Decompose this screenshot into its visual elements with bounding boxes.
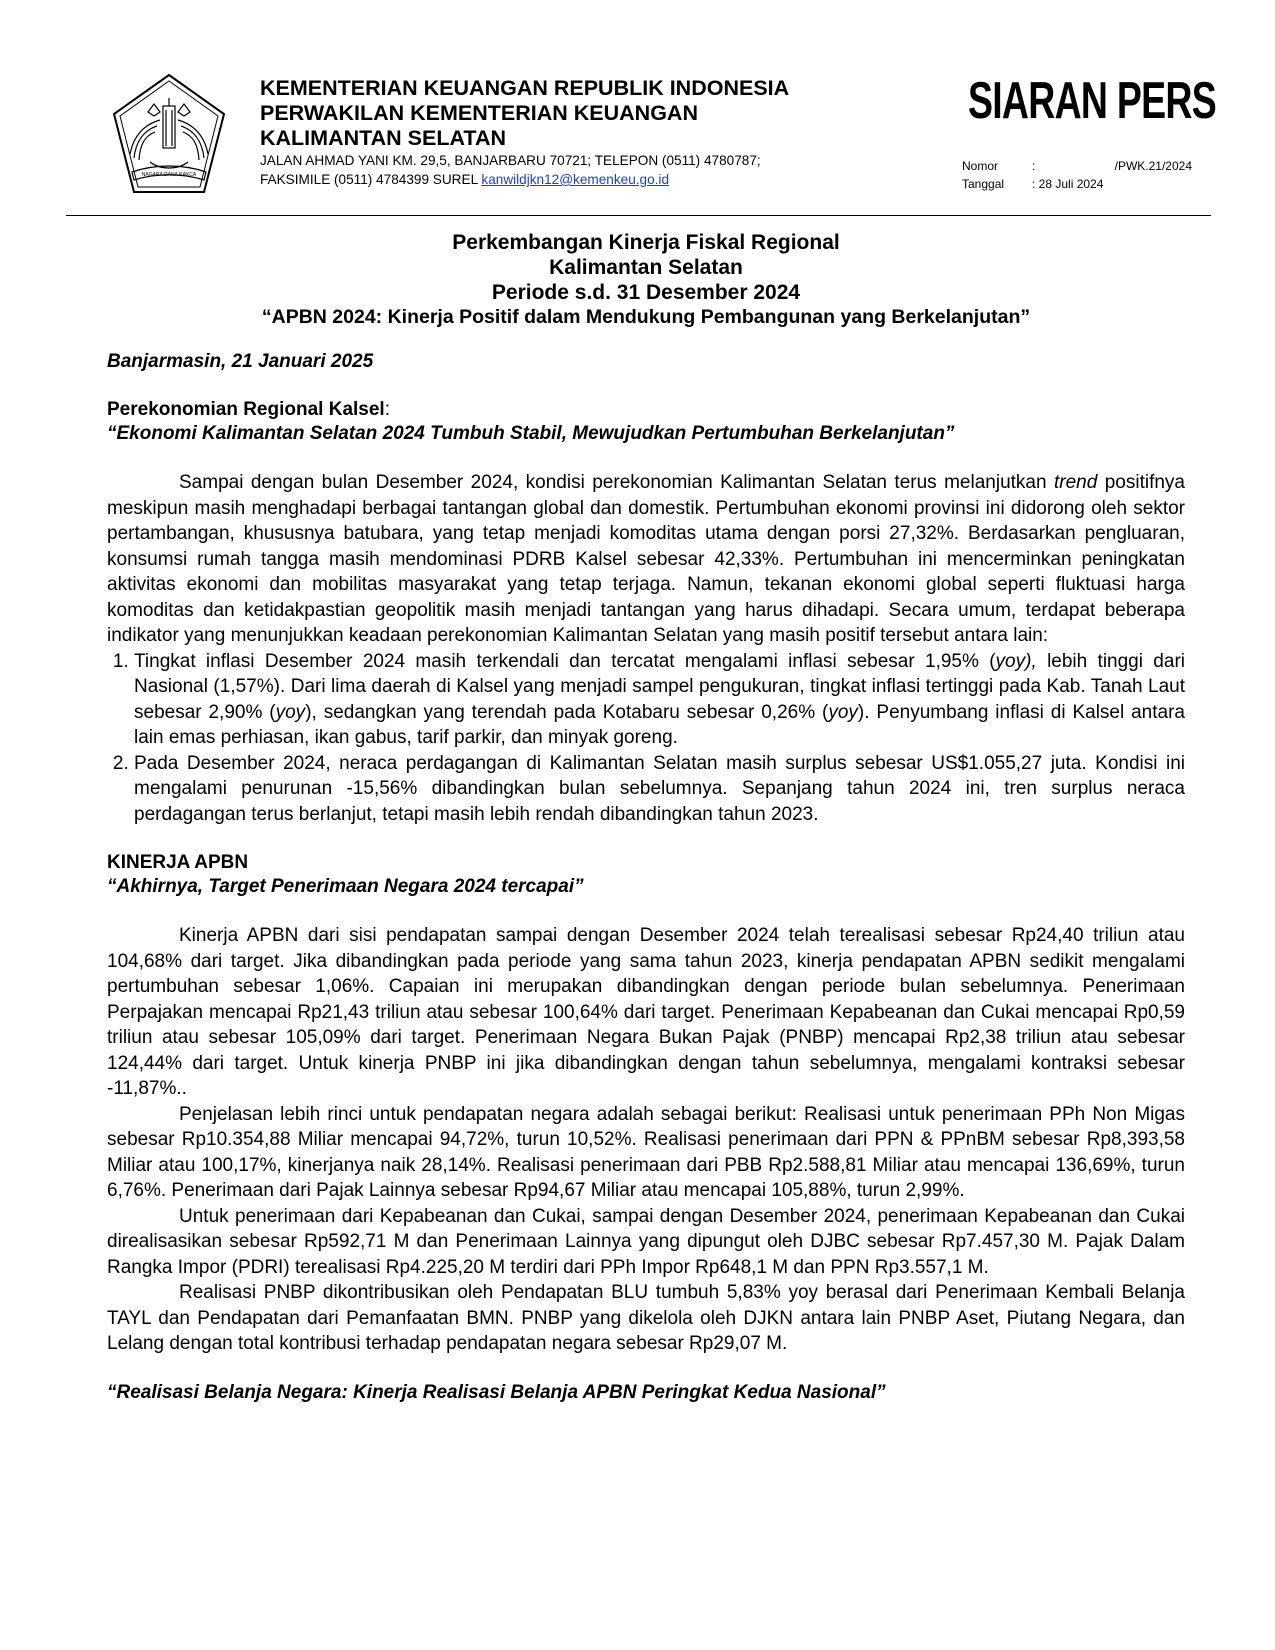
- apbn-heading: KINERJA APBN: [107, 852, 249, 873]
- list-item: [134, 649, 1185, 751]
- spending-quote: “Realisasi Belanja Negara: Kinerja Realisasi Belanja APBN Peringkat Kedua Nasional”: [107, 1381, 886, 1403]
- tanggal-label: Tanggal: [962, 177, 1005, 191]
- press-release-label: SIARAN PERS: [968, 72, 1216, 130]
- item1-text-b: lebih tinggi dari Nasional (1,57%). Dari lima daerah di Kalsel yang menjadi sampel pengukuran, tingkat inflasi tertinggi pada Kab. Tanah Laut sebesar 2,90% (: [134, 650, 1185, 723]
- economy-quote: “Ekonomi Kalimantan Selatan 2024 Tumbuh Stabil, Mewujudkan Pertumbuhan Berkelanjutan”: [107, 423, 955, 444]
- apbn-paragraph-1: Kinerja APBN dari sisi pendapatan sampai dengan Desember 2024 telah terealisasi sebesar Rp24,40 triliun atau 104,68% dari target. Jika dibandingkan pada periode yang sama tahun 2023, kinerja pendapatan APBN sedikit mengalami pertumbuhan sebesar 1,06%. Capaian ini merupakan dibandingkan dengan periode bulan sebelumnya. Penerimaan Perpajakan mencapai Rp21,43 triliun atau sebesar 100,64% dari target. Penerimaan Kepabeanan dan Cukai mencapai Rp0,59 triliun atau sebesar 105,09% dari target. Penerimaan Negara Bukan Pajak (PNBP) mencapai Rp2,38 triliun atau sebesar 124,44% dari target. Untuk kinerja PNBP ini jika dibandingkan dengan tahun sebelumnya, mengalami kontraksi sebesar -11,87%..: [107, 925, 1185, 1099]
- item1-text-a: Tingkat inflasi Desember 2024 masih terkendali dan tercatat mengalami inflasi sebesar 1,95% (: [134, 650, 996, 672]
- address-line1: JALAN AHMAD YANI KM. 29,5, BANJARBARU 70721; TELEPON (0511) 4780787;: [260, 153, 761, 168]
- economy-para-italic: trend: [1053, 472, 1098, 493]
- economy-paragraph: [107, 470, 1185, 649]
- org-name-line3: KALIMANTAN SELATAN: [260, 126, 507, 150]
- email-link[interactable]: kanwildjkn12@kemenkeu.go.id: [481, 172, 670, 187]
- apbn-quote: “Akhirnya, Target Penerimaan Negara 2024 tercapai”: [107, 876, 584, 897]
- item1-text-c: ), sedangkan yang terendah pada Kotabaru sebesar 0,26% (: [305, 701, 829, 723]
- economy-heading: [107, 398, 1185, 422]
- dateline: Banjarmasin, 21 Januari 2025: [107, 351, 374, 372]
- item1-yoy2: yoy: [275, 701, 306, 723]
- apbn-paragraph-3: Untuk penerimaan dari Kepabeanan dan Cukai, sampai dengan Desember 2024, penerimaan Kepabeanan dan Cukai direalisasikan sebesar Rp592,71 M dan Penerimaan Lainnya yang dipungut oleh DJBC sebesar Rp7.457,30 M. Pajak Dalam Rangka Impor (PDRI) terealisasi Rp4.225,20 M terdiri dari PPh Impor Rp648,1 M dan PPN Rp3.557,1 M.: [107, 1205, 1185, 1278]
- tanggal-value: : 28 Juli 2024: [1032, 177, 1104, 191]
- org-name-line1: KEMENTERIAN KEUANGAN REPUBLIK INDONESIA: [260, 76, 790, 100]
- logo-motto-text: NAGARA DANA RAKCA: [141, 172, 197, 178]
- document-meta: [962, 157, 1192, 193]
- economy-heading-colon: :: [384, 399, 390, 420]
- nomor-value: /PWK.21/2024: [1114, 159, 1192, 173]
- nomor-label: Nomor: [962, 159, 999, 173]
- title-line1: Perkembangan Kinerja Fiskal Regional: [452, 231, 840, 254]
- document-title: [107, 230, 1185, 330]
- letterhead: [0, 0, 1275, 225]
- title-line2: Kalimantan Selatan: [549, 256, 743, 279]
- org-name-line2: PERWAKILAN KEMENTERIAN KEUANGAN: [260, 101, 698, 125]
- economy-indicator-list: [107, 649, 1185, 828]
- economy-para-start: Sampai dengan bulan Desember 2024, kondisi perekonomian Kalimantan Selatan terus melanjutkan: [179, 472, 1054, 493]
- press-release-body: [107, 230, 1185, 1405]
- item1-yoy1: yoy),: [995, 650, 1037, 672]
- apbn-paragraph-2: Penjelasan lebih rinci untuk pendapatan negara adalah sebagai berikut: Realisasi untuk penerimaan PPh Non Migas sebesar Rp10.354,88 Miliar mencapai 94,72%, turun 10,52%. Realisasi penerimaan dari PPN & PPnBM sebesar Rp8,393,58 Miliar atau 100,17%, kinerjanya naik 28,14%. Realisasi penerimaan dari PBB Rp2.588,81 Miliar atau mencapai 136,69%, turun 6,76%. Penerimaan dari Pajak Lainnya sebesar Rp94,67 Miliar atau mencapai 105,88%, turun 2,99%.: [107, 1103, 1185, 1201]
- agency-block: [260, 76, 900, 189]
- title-line3: Periode s.d. 31 Desember 2024: [491, 281, 801, 304]
- header-divider: [66, 215, 1211, 216]
- economy-para-rest: positifnya meskipun masih menghadapi berbagai tantangan global dan domestik. Pertumbuhan ekonomi provinsi ini didorong oleh sektor pertambangan, khususnya batubara, yang tetap menjadi komoditas utama dengan porsi 27,32%. Berdasarkan pengluaran, konsumsi rumah tangga masih mendominasi PDRB Kalsel sebesar 42,33%. Pertumbuhan ini mencerminkan peningkatan aktivitas ekonomi dan mobilitas masyarakat yang tetap terjaga. Namun, tekanan ekonomi global seperti fluktuasi harga komoditas dan ketidakpastian geopolitik masih menjadi tantangan yang harus dihadapi. Secara umum, terdapat beberapa indikator yang menunjukkan keadaan perekonomian Kalimantan Selatan yang masih positif tersebut antara lain:: [107, 472, 1185, 646]
- ministry-emblem-logo: [110, 72, 228, 196]
- address-line2: [260, 171, 900, 189]
- nomor-colon: :: [1032, 159, 1036, 173]
- address-fax-text: FAKSIMILE (0511) 4784399 SUREL: [260, 172, 482, 187]
- title-subtitle: “APBN 2024: Kinerja Positif dalam Mendukung Pembangunan yang Berkelanjutan”: [261, 306, 1031, 328]
- apbn-paragraph-4: Realisasi PNBP dikontribusikan oleh Pendapatan BLU tumbuh 5,83% yoy berasal dari Penerimaan Kembali Belanja TAYL dan Pendapatan dari Pemanfaatan BMN. PNBP yang dikelola oleh DJKN antara lain PNBP Aset, Piutang Negara, dan Lelang dengan total kontribusi terhadap pendapatan negara sebesar Rp29,07 M.: [107, 1282, 1185, 1354]
- item1-yoy3: yoy: [828, 701, 858, 723]
- item1-text-d: ). Penyumbang inflasi di Kalsel antara lain emas perhiasan, ikan gabus, tarif parkir, dan minyak goreng.: [134, 701, 1185, 748]
- economy-heading-text: Perekonomian Regional Kalsel: [107, 399, 385, 420]
- list-item: 2. Pada Desember 2024, neraca perdagangan di Kalimantan Selatan masih surplus sebesar US$1.055,27 juta. Kondisi ini mengalami penurunan -15,56% dibandingkan bulan sebelumnya. Sepanjang tahun 2024 ini, tren surplus neraca perdagangan terus berlanjut, tetapi masih lebih rendah dibandingkan tahun 2023.: [134, 751, 1185, 828]
